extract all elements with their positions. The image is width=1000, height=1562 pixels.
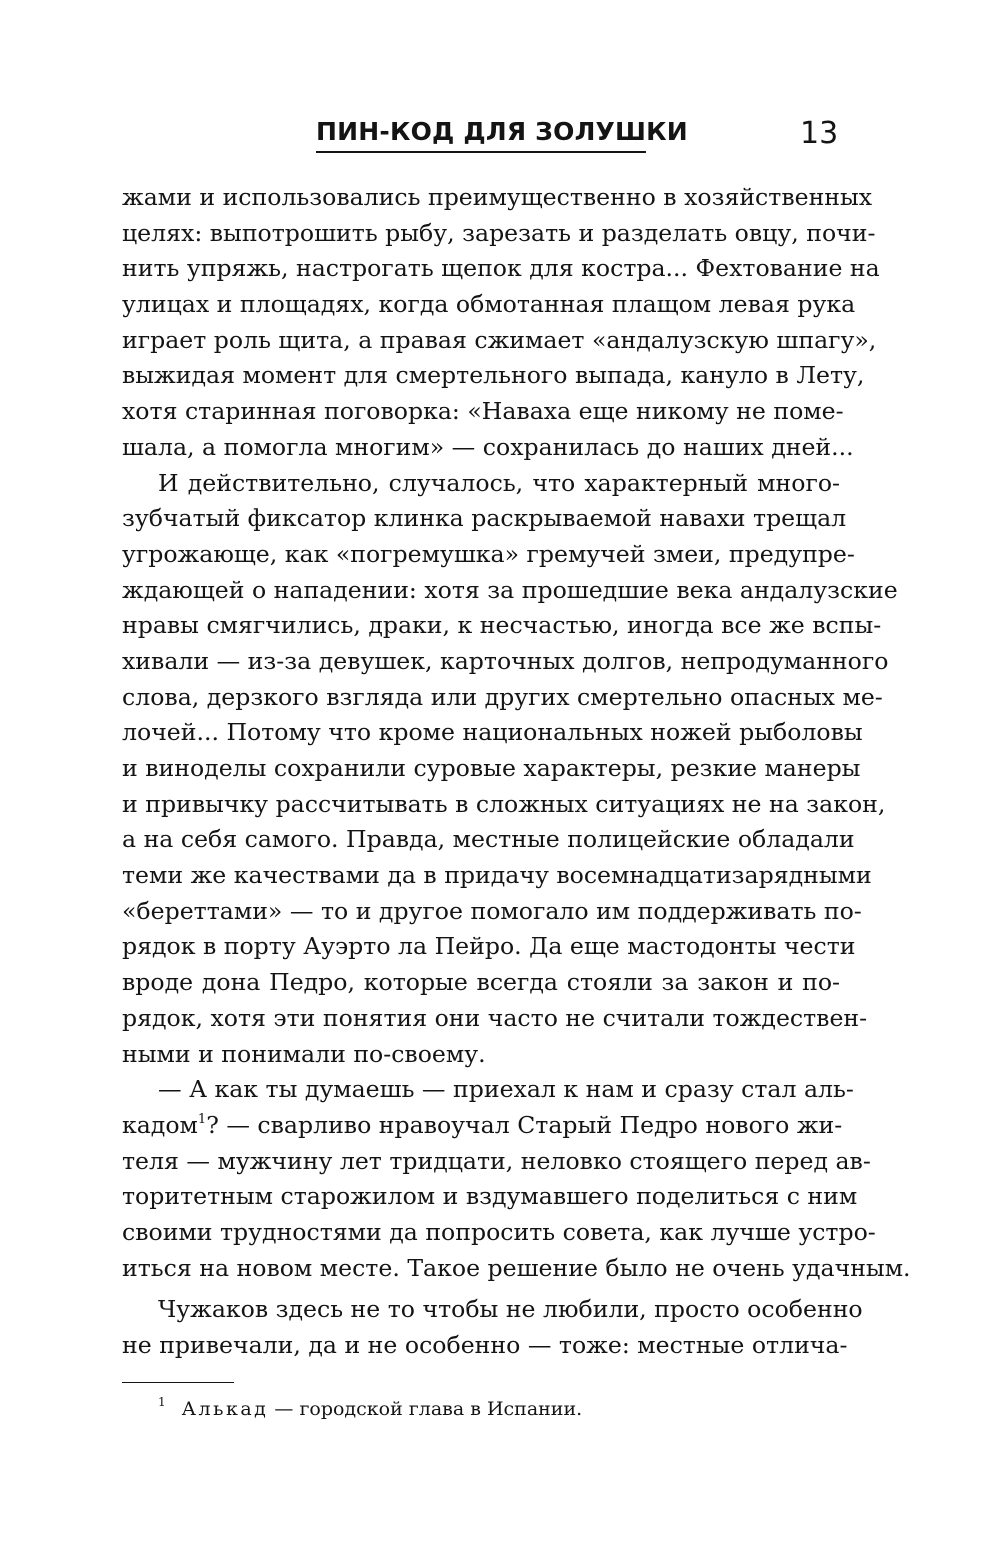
text-line: угрожающе, как «погремушка» гремучей змеи, предупре- — [122, 539, 855, 568]
text-line: целях: выпотрошить рыбу, зарезать и разделать овцу, почи- — [122, 218, 876, 247]
text-line: нравы смягчились, драки, к несчастью, иногда все же вспы- — [122, 611, 882, 640]
footnote-reference[interactable]: 1 — [197, 1111, 207, 1127]
text-line: жами и использовались преимущественно в хозяйственных — [122, 183, 873, 211]
text-fragment: ? — сварливо нравоучал Старый Педро нового жи- — [206, 1110, 843, 1139]
text-line: торитетным старожилом и вздумавшего поделиться с ним — [122, 1182, 858, 1211]
footnote-term: Алькад — [181, 1398, 269, 1420]
text-line: зубчатый фиксатор клинка раскрываемой навахи трещал — [122, 504, 847, 533]
text-line: Чужаков здесь не то чтобы не любили, просто особенно — [158, 1295, 863, 1324]
footnote-separator — [122, 1382, 234, 1383]
footnote-mark: 1 — [158, 1395, 166, 1409]
text-line: не привечали, да и не особенно — тоже: местные отлича- — [122, 1331, 848, 1359]
text-line: выжидая момент для смертельного выпада, кануло в Лету, — [122, 361, 865, 390]
text-line: а на себя самого. Правда, местные полицейские обладали — [122, 825, 855, 854]
text-line: ждающей о нападении: хотя за прошедшие века андалузские — [122, 575, 898, 604]
text-line: улицах и площадях, когда обмотанная плащом левая рука — [122, 290, 856, 319]
text-line: вроде дона Педро, которые всегда стояли за закон и по- — [122, 968, 840, 997]
header-underline — [316, 151, 646, 153]
text-line: «береттами» — то и другое помогало им поддерживать по- — [122, 896, 862, 925]
text-line: лочей... Потому что кроме национальных ножей рыболовы — [122, 718, 863, 747]
text-line: И действительно, случалось, что характерный много- — [158, 468, 840, 497]
text-line: и привычку рассчитывать в сложных ситуациях не на закон, — [122, 789, 886, 818]
text-line: нить упряжь, настрогать щепок для костра... Фехтование на — [122, 254, 880, 283]
footnote-text: — городской глава в Испании. — [268, 1398, 583, 1420]
text-line: шала, а помогла многим» — сохранилась до наших дней... — [122, 432, 854, 461]
text-line: хотя старинная поговорка: «Наваха еще никому не поме- — [122, 397, 844, 426]
text-line-with-footnote-ref — [122, 1108, 843, 1144]
text-line: иться на новом месте. Такое решение было не очень удачным. — [122, 1253, 911, 1282]
running-header-title: ПИН-КОД ДЛЯ ЗОЛУШКИ — [316, 117, 688, 146]
text-line: и виноделы сохранили суровые характеры, резкие манеры — [122, 754, 861, 782]
text-line: — А как ты думаешь — приехал к нам и сразу стал аль- — [158, 1075, 854, 1104]
text-line: рядок, хотя эти понятия они часто не считали тождествен- — [122, 1003, 868, 1032]
text-line: ными и понимали по-своему. — [122, 1039, 486, 1068]
text-fragment: кадом — [122, 1110, 198, 1139]
page-number: 13 — [800, 116, 839, 151]
text-line: хивали — из-за девушек, карточных долгов, непродуманного — [122, 646, 889, 675]
text-line: слова, дерзкого взгляда или других смертельно опасных ме- — [122, 682, 883, 711]
text-line: рядок в порту Ауэрто ла Пейро. Да еще мастодонты чести — [122, 932, 856, 961]
text-line: своими трудностями да попросить совета, как лучше устро- — [122, 1217, 876, 1246]
text-line: играет роль щита, а правая сжимает «андалузскую шпагу», — [122, 325, 877, 354]
text-line: теми же качествами да в придачу восемнадцатизарядными — [122, 861, 872, 890]
footnote — [158, 1387, 582, 1424]
text-line: теля — мужчину лет тридцати, неловко стоящего перед ав- — [122, 1146, 871, 1175]
body-text — [122, 180, 911, 1364]
